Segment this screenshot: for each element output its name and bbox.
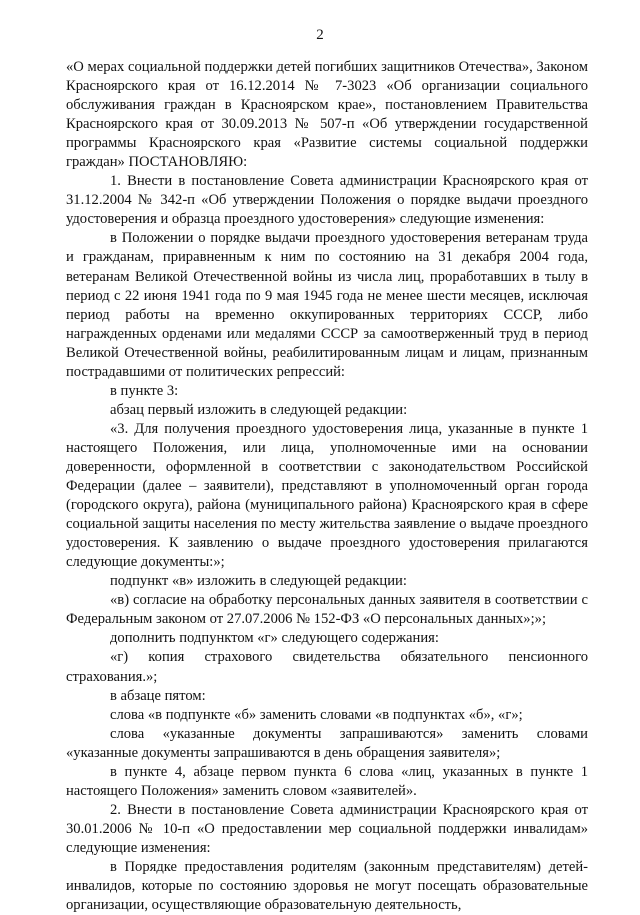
paragraph-item-1: 1. Внести в постановление Совета администрации Красноярского края от 31.12.2004 № 342-п «Об утверждении Положения о порядке выдачи проездного удостоверения и образца проездного удостоверения» следующие изменения: [66, 173, 588, 228]
paragraph-subpoint-v-intro: подпункт «в» изложить в следующей редакции: [110, 573, 407, 590]
document-body [66, 58, 588, 915]
paragraph-subpoint-g-intro: дополнить подпунктом «г» следующего содержания: [110, 630, 439, 647]
paragraph-regulation-scope: в Положении о порядке выдачи проездного удостоверения ветеранам труда и гражданам, приравненным к ним по состоянию на 31 декабря 2004 года, ветеранам Великой Отечественной войны из числа лиц, проработавших в тылу в период с 22 июня 1941 года по 9 мая 1945 года не менее шести месяцев, исключая период работы на временно оккупированных территориях СССР, либо награжденных орденами или медалями СССР за самоотверженный труд в период Великой Отечественной войны, реабилитированным лицам и лицам, признанным пострадавшими от политических репрессий: [66, 230, 588, 380]
paragraph-replace-2: слова «указанные документы запрашиваются» заменить словами «указанные документы запрашиваются в день обращения заявителя»; [66, 725, 588, 761]
paragraph-abzac-fifth: в абзаце пятом: [110, 687, 206, 704]
paragraph-point-3: в пункте 3: [110, 382, 179, 399]
paragraph-replace-1: слова «в подпункте «б» заменить словами «в подпунктах «б», «г»; [110, 706, 523, 723]
page-number: 2 [316, 27, 324, 43]
paragraph-subpoint-v-text: «в) согласие на обработку персональных данных заявителя в соответствии с Федеральным законом от 27.07.2006 № 152-ФЗ «О персональных данных»;»; [66, 592, 588, 628]
paragraph-point-3-text: «3. Для получения проездного удостоверения лица, указанные в пункте 1 настоящего Положения, или лица, уполномоченные ими на основании доверенности, оформленной в соответствии с законодательством Российской Федерации (далее – заявители), представляют в уполномоченный орган города (городского округа), района (муниципального района) Красноярского края в сфере социальной защиты населения по месту жительства заявление о выдаче проездного удостоверения. К заявлению о выдаче проездного удостоверения прилагаются следующие документы:»; [66, 420, 588, 571]
paragraph-point-4-6: в пункте 4, абзаце первом пункта 6 слова «лиц, указанных в пункте 1 настоящего Положения» заменить словом «заявителей». [66, 763, 588, 799]
paragraph-subpoint-g-text: «г) копия страхового свидетельства обязательного пенсионного страхования.»; [66, 649, 588, 685]
paragraph-preamble: «О мерах социальной поддержки детей погибших защитников Отечества», Законом Красноярского края от 16.12.2014 № 7-3023 «Об организации социального обслуживания граждан в Красноярском крае», постановлением Правительства Красноярского края от 30.09.2013 № 507-п «Об утверждении государственной программы Красноярского края «Развитие системы социальной поддержки граждан» ПОСТАНОВЛЯЮ: [66, 59, 588, 171]
paragraph-item-2: 2. Внести в постановление Совета администрации Красноярского края от 30.01.2006 № 10-п «О предоставлении мер социальной поддержки инвалидам» следующие изменения: [66, 801, 588, 856]
paragraph-abzac-first: абзац первый изложить в следующей редакции: [110, 401, 408, 418]
paragraph-order: в Порядке предоставления родителям (законным представителям) детей-инвалидов, которые по состоянию здоровья не могут посещать образовательные организации, осуществляющие образовательную деятельность, [66, 858, 588, 914]
